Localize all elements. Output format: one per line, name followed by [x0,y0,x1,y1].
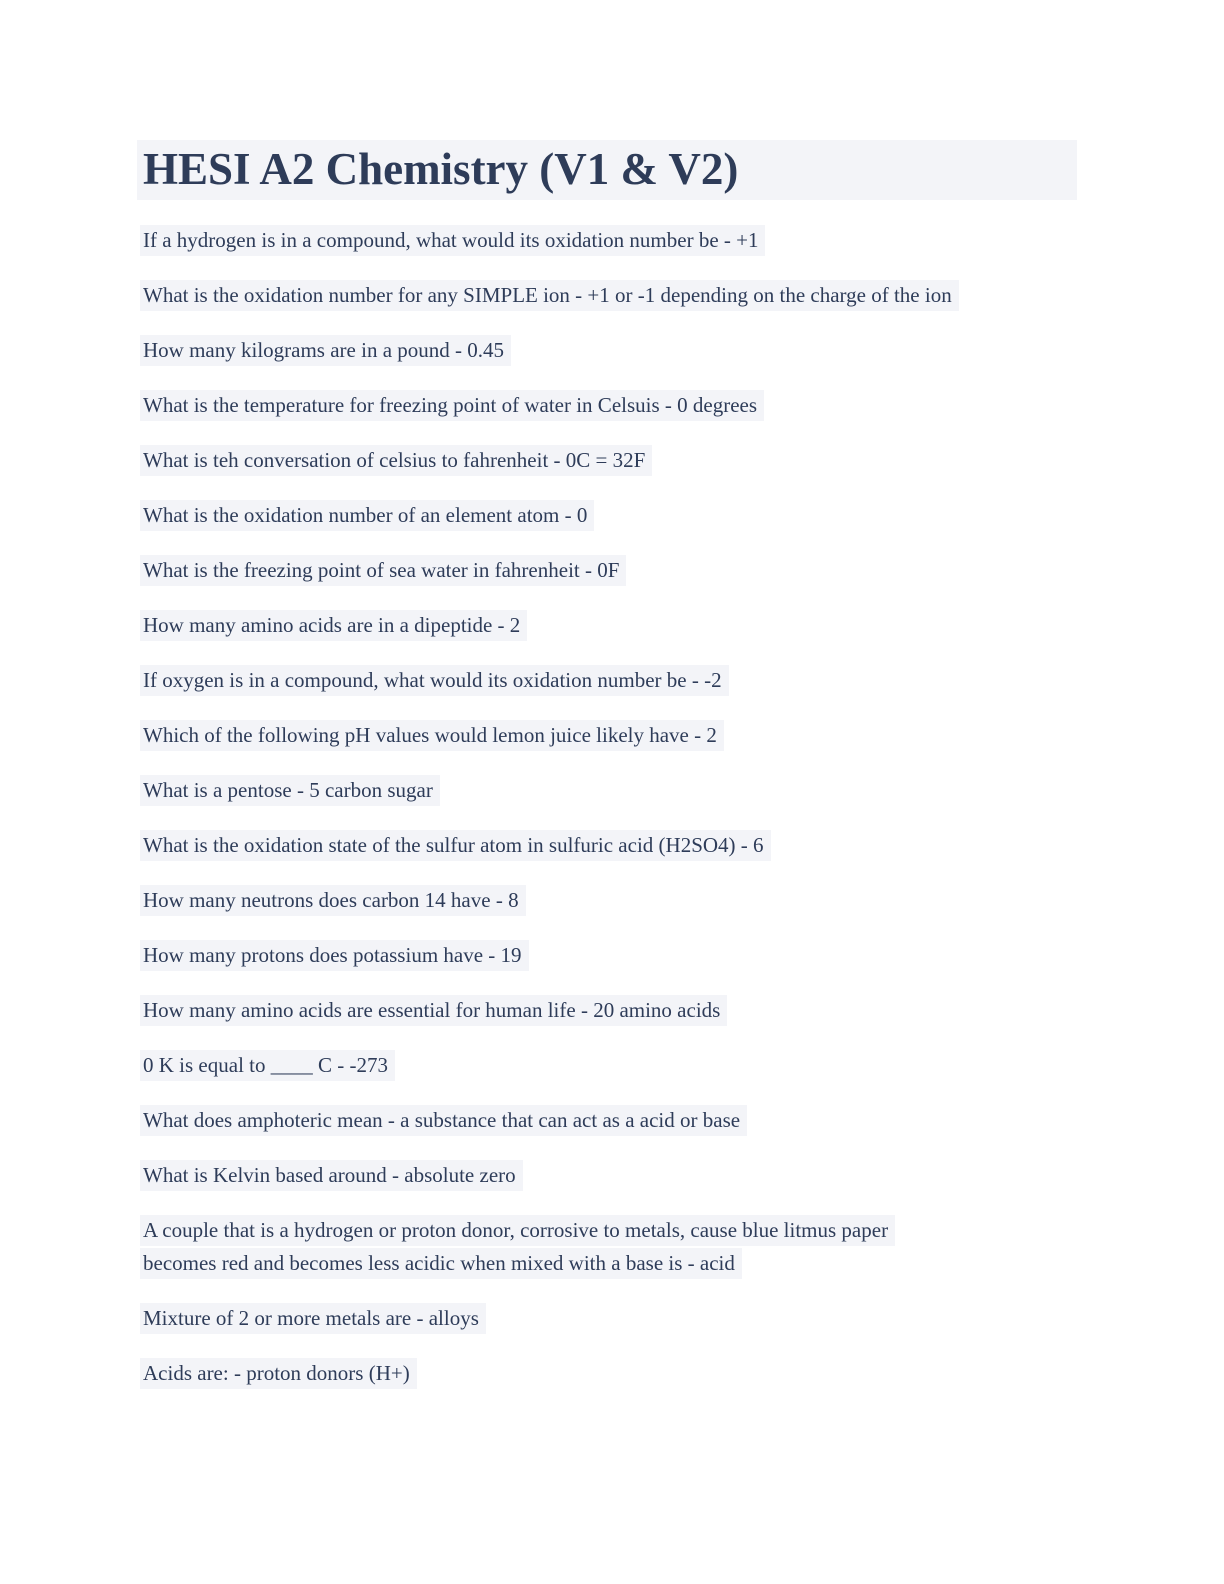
qa-line [143,444,1083,477]
qa-line-text: What is the oxidation number for any SIMPLE ion - +1 or -1 depending on the charge of the ion [140,280,959,311]
qa-line-text: What is the temperature for freezing point of water in Celsuis - 0 degrees [140,390,764,421]
qa-line-text: Which of the following pH values would lemon juice likely have - 2 [140,720,724,751]
qa-line-text: If oxygen is in a compound, what would its oxidation number be - -2 [140,665,729,696]
qa-line-text: What is the oxidation state of the sulfur atom in sulfuric acid (H2SO4) - 6 [140,830,771,861]
qa-line [143,1159,1083,1192]
qa-line-text: How many amino acids are essential for human life - 20 amino acids [140,995,727,1026]
qa-line [143,389,1083,422]
qa-line-text: What is the freezing point of sea water in fahrenheit - 0F [140,555,626,586]
qa-line-text: Mixture of 2 or more metals are - alloys [140,1303,486,1334]
qa-line [143,279,1083,312]
qa-line [143,1214,1083,1280]
qa-line-text: How many kilograms are in a pound - 0.45 [140,335,511,366]
qa-line-text: becomes red and becomes less acidic when mixed with a base is - acid [140,1248,742,1279]
qa-list [143,224,1083,1390]
page-title: HESI A2 Chemistry (V1 & V2) [137,140,1077,200]
qa-line [143,939,1083,972]
qa-line [143,499,1083,532]
qa-line [143,1302,1083,1335]
qa-line [143,1049,1083,1082]
qa-line [143,1357,1083,1390]
qa-line-text: How many protons does potassium have - 19 [140,940,529,971]
qa-line [143,554,1083,587]
qa-line [143,884,1083,917]
qa-line-text: What is a pentose - 5 carbon sugar [140,775,440,806]
qa-line-text: What is teh conversation of celsius to fahrenheit - 0C = 32F [140,445,652,476]
qa-line [143,224,1083,257]
qa-line [143,719,1083,752]
qa-line-text: What does amphoteric mean - a substance that can act as a acid or base [140,1105,747,1136]
qa-line [143,609,1083,642]
qa-line-text: If a hydrogen is in a compound, what would its oxidation number be - +1 [140,225,765,256]
qa-line-text: What is Kelvin based around - absolute zero [140,1160,523,1191]
qa-line-text: A couple that is a hydrogen or proton donor, corrosive to metals, cause blue litmus paper [140,1215,895,1246]
qa-line [143,994,1083,1027]
qa-line [143,1104,1083,1137]
qa-line [143,774,1083,807]
qa-line [143,829,1083,862]
qa-line-text: How many amino acids are in a dipeptide - 2 [140,610,527,641]
qa-line-text: How many neutrons does carbon 14 have - 8 [140,885,526,916]
qa-line-text: What is the oxidation number of an element atom - 0 [140,500,594,531]
qa-line-text: Acids are: - proton donors (H+) [140,1358,417,1389]
qa-line [143,664,1083,697]
qa-line-text: 0 K is equal to ____ C - -273 [140,1050,395,1081]
qa-line [143,334,1083,367]
